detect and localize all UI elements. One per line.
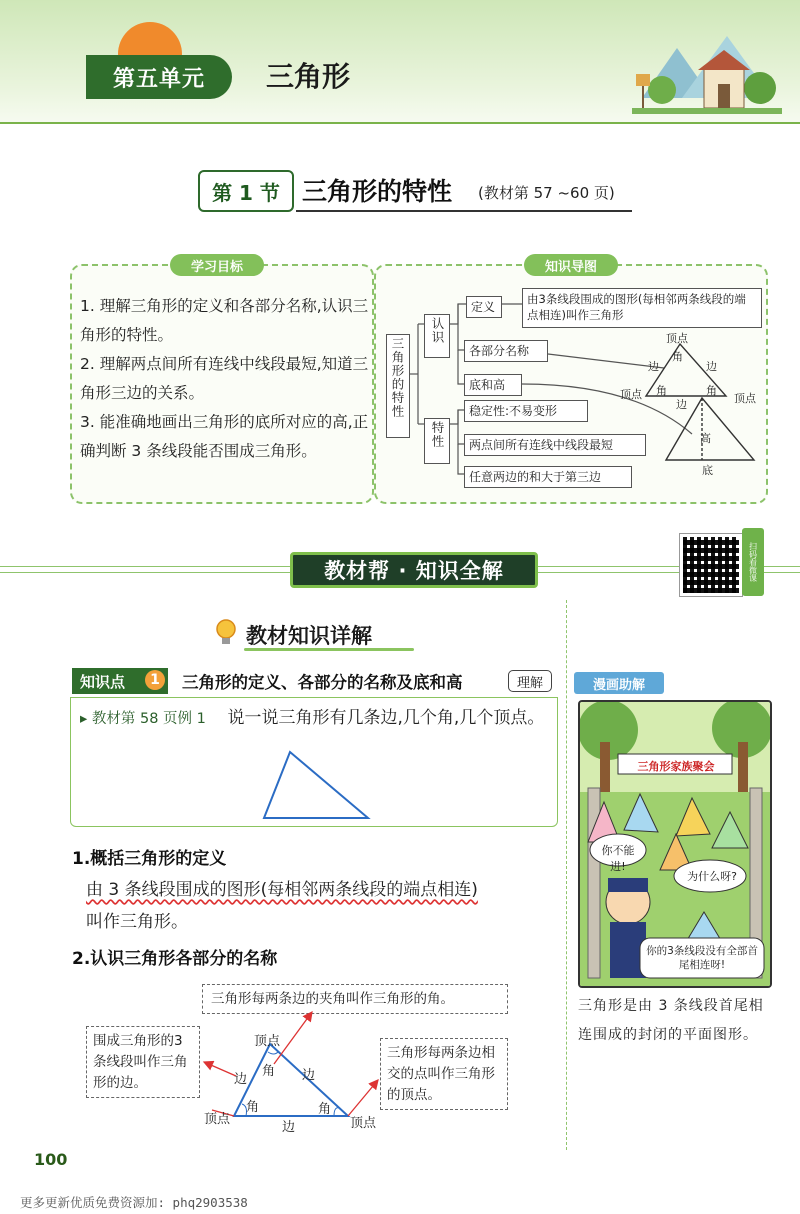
map-diagram-vertex-left: 顶点 bbox=[620, 388, 642, 401]
unit-label: 第五单元 bbox=[86, 55, 232, 99]
subtitle-definition: 1.概括三角形的定义 bbox=[72, 849, 227, 869]
goal-item-2: 2. 理解两点间所有连线中线段最短,知道三角形三边的关系。 bbox=[80, 355, 369, 402]
comic-bubble-3: 你的3条线段没有全部首尾相连呀! bbox=[646, 945, 758, 971]
map-diagram-angle-top: 角 bbox=[672, 350, 683, 363]
comic-tag: 漫画助解 bbox=[574, 672, 664, 694]
qr-label[interactable]: 扫码看微课 bbox=[742, 528, 764, 596]
label-vertex-right: 顶点 bbox=[350, 1116, 377, 1131]
example-text-block bbox=[80, 702, 550, 735]
map-tag: 知识导图 bbox=[524, 254, 618, 276]
goal-item-1: 1. 理解三角形的定义和各部分名称,认识三角形的特性。 bbox=[80, 297, 369, 344]
map-diagram-side-left: 边 bbox=[648, 360, 659, 373]
callout-side: 围成三角形的3条线段叫作三角形的边。 bbox=[86, 1026, 200, 1098]
section-title: 三角形的特性 bbox=[302, 177, 453, 206]
map-parts-label: 各部分名称 bbox=[464, 340, 548, 362]
banner-title: 教材帮 · 知识全解 bbox=[290, 552, 538, 588]
callout-vertex: 三角形每两条边相交的点叫作三角形的顶点。 bbox=[380, 1038, 508, 1110]
label-side-left: 边 bbox=[234, 1072, 248, 1087]
section-underline bbox=[296, 210, 632, 212]
qr-code-icon[interactable] bbox=[680, 534, 742, 596]
point-number: 1 bbox=[145, 670, 165, 690]
definition-text-b: 叫作三角形。 bbox=[86, 912, 188, 932]
label-side-right: 边 bbox=[302, 1068, 316, 1083]
callout-angle: 三角形每两条边的夹角叫作三角形的角。 bbox=[202, 984, 508, 1014]
point-title: 三角形的定义、各部分的名称及底和高 bbox=[182, 673, 463, 692]
comic-bubble-1: 你不能进! bbox=[601, 844, 635, 873]
definition-text-a: 由 3 条线段围成的图形(每相邻两条线段的端点相连) bbox=[86, 880, 478, 900]
label-angle-top: 角 bbox=[262, 1064, 276, 1079]
map-stable: 稳定性:不易变形 bbox=[464, 400, 588, 422]
comic-caption: 三角形是由 3 条线段首尾相连围成的封闭的平面图形。 bbox=[578, 998, 764, 1043]
map-diagram-height: 高 bbox=[700, 432, 711, 445]
point-tag: 知识点 bbox=[72, 668, 168, 694]
house-illustration-icon bbox=[632, 28, 782, 114]
map-root: 三角形的特性 bbox=[386, 334, 410, 438]
map-def-label: 定义 bbox=[466, 296, 502, 318]
label-angle-right: 角 bbox=[318, 1102, 332, 1117]
lightbulb-icon bbox=[214, 618, 238, 648]
example-triangle bbox=[258, 748, 374, 822]
label-angle-left: 角 bbox=[246, 1100, 260, 1115]
map-diagram-base: 底 bbox=[702, 464, 713, 477]
section-ref: (教材第 57 ~60 页) bbox=[478, 184, 615, 202]
definition-text bbox=[86, 874, 556, 938]
label-side-bottom: 边 bbox=[282, 1120, 296, 1135]
map-diagram-side-right: 边 bbox=[706, 360, 717, 373]
map-base-height-label: 底和高 bbox=[464, 374, 522, 396]
point-badge: 理解 bbox=[508, 670, 552, 692]
label-vertex-left: 顶点 bbox=[204, 1112, 231, 1127]
label-vertex-top: 顶点 bbox=[254, 1034, 281, 1049]
footer-note: 更多更新优质免费资源加: phq2903538 bbox=[20, 1195, 248, 1210]
map-diagram-side-bottom: 边 bbox=[676, 398, 687, 411]
map-sides-rule: 任意两边的和大于第三边 bbox=[464, 466, 632, 488]
map-diagram-vertex-top: 顶点 bbox=[666, 332, 688, 345]
map-def-text: 由3条线段围成的图形(每相邻两条线段的端点相连)叫作三角形 bbox=[522, 288, 762, 328]
map-branch-feature: 特性 bbox=[424, 418, 450, 464]
subtitle-parts: 2.认识三角形各部分的名称 bbox=[72, 949, 278, 969]
map-shortest: 两点间所有连线中线段最短 bbox=[464, 434, 646, 456]
unit-title: 三角形 bbox=[266, 60, 351, 93]
column-divider bbox=[566, 600, 567, 1150]
comic-sign: 三角形家族聚会 bbox=[637, 760, 715, 773]
example-ref: ▸ 教材第 58 页例 1 bbox=[80, 711, 206, 727]
example-question: 说一说三角形有几条边,几个角,几个顶点。 bbox=[227, 708, 545, 728]
map-diagram-vertex-right: 顶点 bbox=[734, 392, 756, 405]
header-divider bbox=[0, 122, 800, 124]
map-diagram-angle-right: 角 bbox=[706, 384, 717, 397]
knowledge-title: 教材知识详解 bbox=[246, 624, 372, 648]
section-number: 第 1 节 bbox=[198, 170, 294, 212]
goal-item-3: 3. 能准确地画出三角形的底所对应的高,正确判断 3 条线段能否围成三角形。 bbox=[80, 413, 369, 460]
comic-bubble-2: 为什么呀? bbox=[687, 870, 737, 883]
page-number: 100 bbox=[34, 1150, 68, 1169]
comic-panel bbox=[578, 700, 772, 988]
map-diagram-angle-left: 角 bbox=[656, 384, 667, 397]
goals-tag: 学习目标 bbox=[170, 254, 264, 276]
map-branch-recognize: 认识 bbox=[424, 314, 450, 358]
